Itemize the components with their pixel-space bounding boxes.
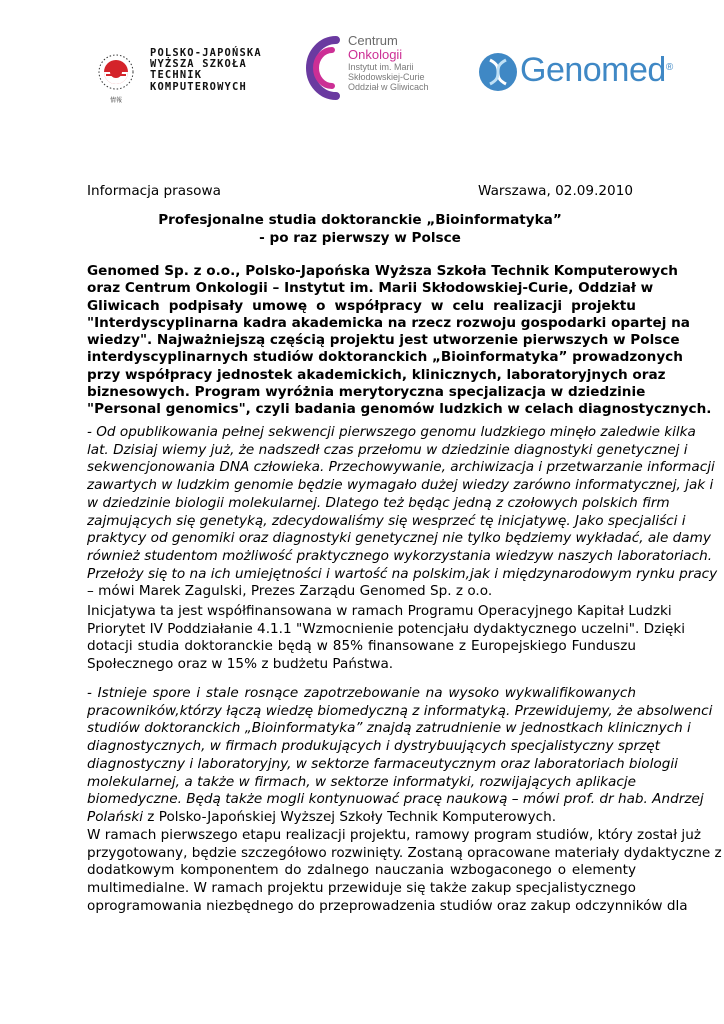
paragraph-line: również studentom możliwość praktycznego wykorzystania wiedzyw naszych laboratoriach. xyxy=(87,547,713,564)
paragraph-line: Przełoży się to na ich umiejętności i wartość na polskim,jak i międzynarodowym rynku pracy xyxy=(87,565,718,582)
author-name: Polański xyxy=(87,808,143,825)
paragraph-line: multimedialne. W ramach projektu przewiduje się także zakup specjalistycznego xyxy=(87,880,636,897)
quote-attribution: – mówi Marek Zagulski, Prezes Zarządu Genomed Sp. z o.o. xyxy=(87,583,493,600)
paragraph-line xyxy=(87,809,636,827)
title-line: - po raz pierwszy w Polsce xyxy=(259,230,461,246)
funding-paragraph xyxy=(87,603,686,674)
onkologia-subtitle: Instytut im. Marii xyxy=(348,62,414,72)
onkologia-title: Centrum xyxy=(348,33,398,48)
pjwstk-emblem-icon xyxy=(92,46,140,110)
paragraph-line: Inicjatywa ta jest współfinansowana w ramach Programu Operacyjnego Kapitał Ludzki xyxy=(87,603,672,619)
onkologia-text xyxy=(348,34,429,92)
paragraph-line: lat. Dzisiaj wiemy już, że nadszedł czas przełomu w dziedzinie diagnostyki genetycznej i xyxy=(87,441,688,458)
paragraph-line: "Personal genomics", czyli badania genomów ludzkich w celach diagnostycznych. xyxy=(87,401,712,418)
paragraph-line: W ramach pierwszego etapu realizacji projektu, ramowy program studiów, który został już xyxy=(87,827,701,843)
genomed-word: Genomed xyxy=(520,51,666,89)
onkologia-subtitle: Oddział w Gliwicach xyxy=(348,82,429,92)
onkologia-title: Onkologii xyxy=(348,47,403,62)
paragraph-line: diagnostyczny i laboratoryjny, w sektorze farmaceutycznym oraz laboratoriach biologii xyxy=(87,755,678,772)
pjwstk-line: TECHNIK xyxy=(150,69,203,82)
paragraph-line: studiów doktoranckich „Bioinformatyka” znajdą zatrudnienie w jednostkach klinicznych i xyxy=(87,720,691,737)
paragraph-line: biznesowych. Program wyróżnia merytoryczna specjalizacja w dziedzinie xyxy=(87,384,646,401)
paragraph-line: oprogramowania niezbędnego do przeprowadzenia studiów oraz zakup odczynników dla xyxy=(87,897,688,914)
pjwstk-line: KOMPUTEROWYCH xyxy=(150,80,247,93)
paragraph-line: dotacji studia doktoranckie będą w 85% finansowane z Europejskiego Funduszu xyxy=(87,638,636,655)
onkologia-subtitle: Skłodowskiej-Curie xyxy=(348,72,425,82)
genomed-logo xyxy=(476,48,676,100)
place-date: Warszawa, 02.09.2010 xyxy=(478,183,633,199)
registered-mark: ® xyxy=(665,62,673,73)
quote-polanski xyxy=(87,685,713,827)
paragraph-line: pracowników,którzy łączą wiedzę biomedyczną z informatyką. Przewidujemy, że absolwenci xyxy=(87,702,713,719)
paragraph-line: zawartych w ludzkim genomie będzie wymagało dużej wiedzy zarówno informatycznej, jak i xyxy=(87,477,714,494)
paragraph-line: interdyscyplinarnych studiów doktoranckich „Bioinformatyka” prowadzonych xyxy=(87,349,683,366)
paragraph-line: Gliwicach podpisały umowę o współpracy w celu realizacji projektu xyxy=(87,297,636,314)
paragraph-line: Społecznego oraz w 15% z budżetu Państwa. xyxy=(87,656,394,673)
document-type: Informacja prasowa xyxy=(87,183,221,199)
paragraph-line: Genomed Sp. z o.o., Polsko-Japońska Wyższa Szkoła Technik Komputerowych xyxy=(87,263,678,279)
project-stage-paragraph xyxy=(87,827,722,916)
paragraph-line: - Od opublikowania pełnej sekwencji pierwszego genomu ludzkiego minęło zaledwie kilka xyxy=(87,424,696,440)
paragraph-line: w dziedzinie biologii molekularnej. Dlatego też będąc jedną z czołowych polskich firm xyxy=(87,494,670,511)
intro-paragraph xyxy=(87,263,712,419)
pjwstk-line: POLSKO-JAPOŃSKA xyxy=(150,47,262,59)
pjwstk-name xyxy=(150,48,262,93)
paragraph-line: - Istnieje spore i stale rosnące zapotrzebowanie na wysoko wykwalifikowanych xyxy=(87,685,636,701)
paragraph-line: Priorytet IV Poddziałanie 4.1.1 "Wzmocnienie potencjału dydaktycznego uczelni". Dzięki xyxy=(87,620,686,637)
logo-bar xyxy=(0,28,724,138)
paragraph-line: dodatkowym komponentem do zdalnego nauczania wzbogaconego o elementy xyxy=(87,862,636,879)
author-affiliation: z Polsko-Japońskiej Wyższej Szkoły Technik Komputerowych. xyxy=(142,808,557,825)
paragraph-line: sekwencjonowania DNA człowieka. Przechowywanie, archiwizacja i przetwarzanie informacji xyxy=(87,459,715,476)
paragraph-line: wiedzy". Najważniejszą częścią projektu jest utworzenie pierwszych w Polsce xyxy=(87,332,680,349)
pjwstk-logo xyxy=(92,46,282,116)
paragraph-line: przy współpracy jednostek akademickich, klinicznych, laboratoryjnych oraz xyxy=(87,366,666,383)
paragraph-line: molekularnej, a także w firmach, w sektorze informatyki, rozwijających aplikacje xyxy=(87,773,636,790)
paragraph-line: praktycy od genomiki oraz diagnostyki genetycznej nie tylko będziemy wykładać, ale damy xyxy=(87,530,711,547)
svg-text:情報: 情報 xyxy=(109,97,123,104)
pjwstk-line: WYŻSZA SZKOŁA xyxy=(150,58,247,71)
paragraph-line: zajmujących się genetyką, zdecydowaliśmy się wesprzeć tę inicjatywę. Jako specjaliści i xyxy=(87,512,686,529)
paragraph-line: biomedyczne. Będą także mogli kontynuować pracę naukową – mówi prof. dr hab. Andrzej xyxy=(87,791,704,808)
title-line: Profesjonalne studia doktoranckie „Bioinformatyka” xyxy=(158,212,562,228)
genomed-emblem-icon xyxy=(476,50,520,94)
centrum-onkologii-logo xyxy=(302,32,472,132)
genomed-wordmark xyxy=(520,50,673,90)
paragraph-line: oraz Centrum Onkologii – Instytut im. Marii Skłodowskiej-Curie, Oddział w xyxy=(87,280,654,297)
page-title xyxy=(87,211,633,247)
paragraph-line: "Interdyscyplinarna kadra akademicka na rzecz rozwoju gospodarki opartej na xyxy=(87,314,690,331)
paragraph-line: przygotowany, będzie szczegółowo rozwinięty. Zostaną opracowane materiały dydaktyczne z xyxy=(87,844,722,861)
onkologia-emblem-icon xyxy=(302,34,352,100)
quote-zagulski xyxy=(87,424,718,601)
paragraph-line: diagnostycznych, w firmach produkujących i dystrybuujących specjalistyczny sprzęt xyxy=(87,738,660,755)
